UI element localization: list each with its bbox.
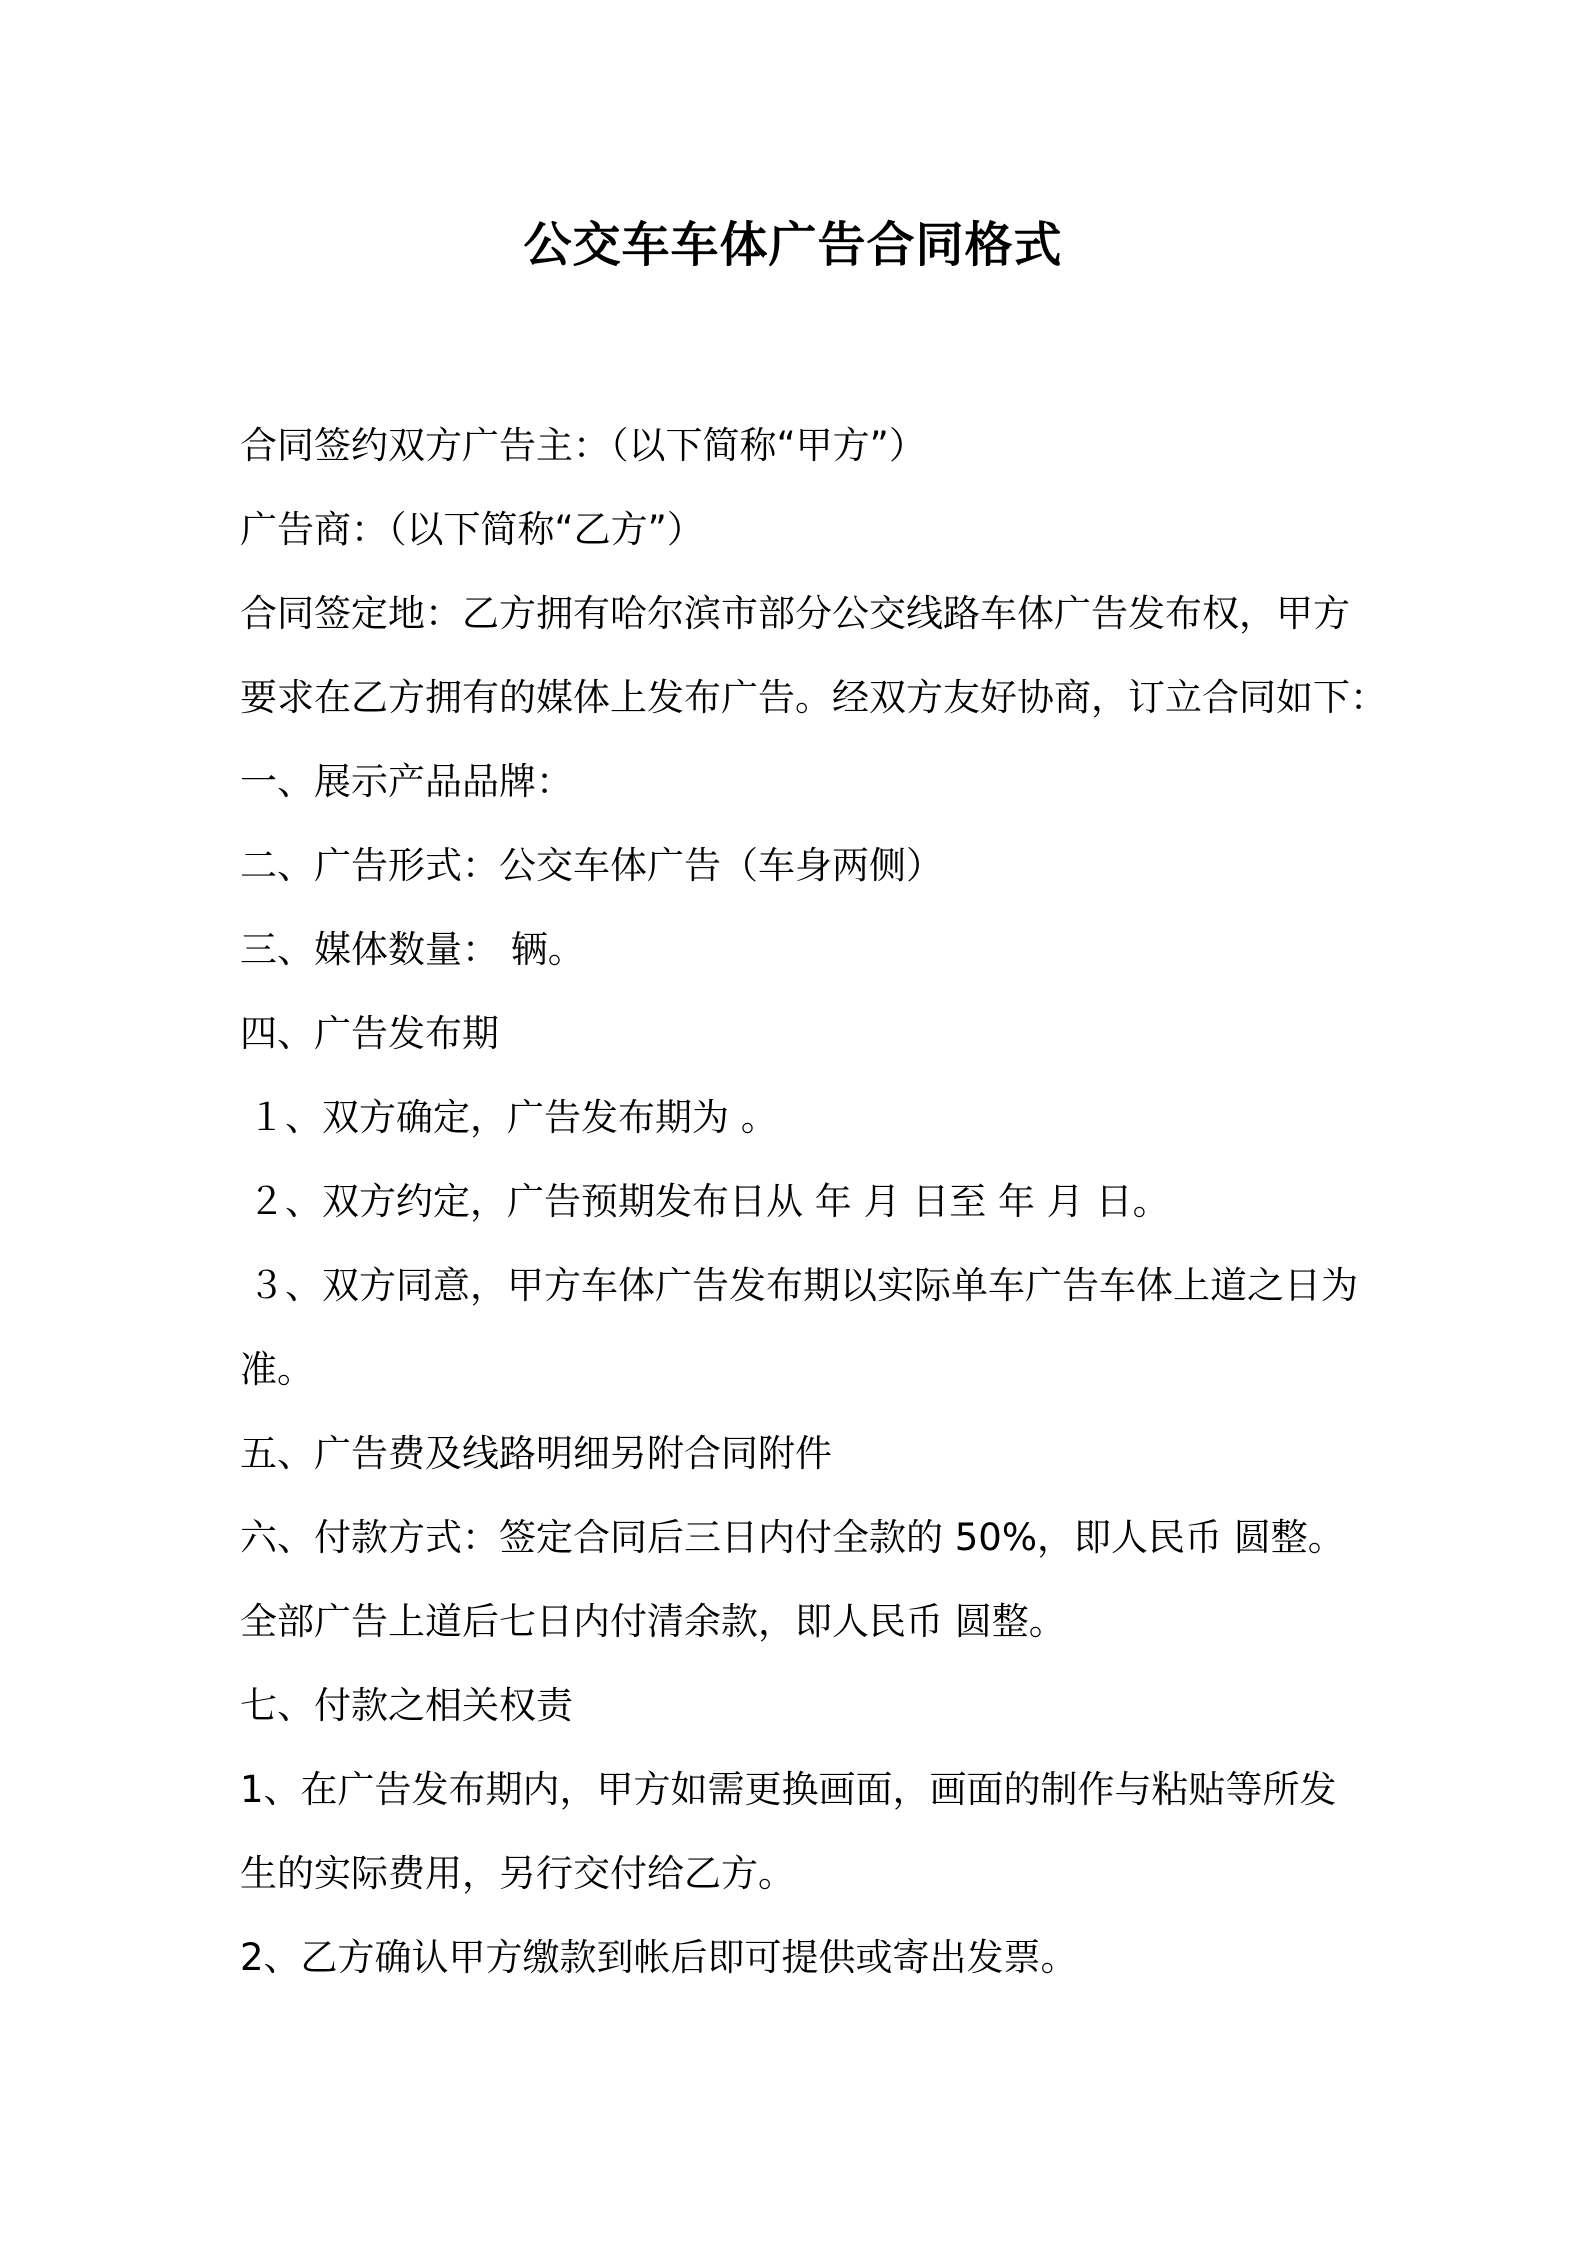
parties-line: 合同签约双方广告主：（以下简称“甲方”） <box>240 424 926 467</box>
clause-1-brand: 一、展示产品品牌： <box>240 760 573 803</box>
clause-2-ad-form: 二、广告形式：公交车体广告（车身两侧） <box>240 844 943 887</box>
clause-6-payment-continued: 全部广告上道后七日内付清余款，即人民币 圆整。 <box>240 1600 1066 1643</box>
signing-place-line: 合同签定地：乙方拥有哈尔滨市部分公交线路车体广告发布权，甲方 <box>240 592 1350 635</box>
clause-7-item-1-continued: 生的实际费用，另行交付给乙方。 <box>240 1852 795 1895</box>
clause-4-publish-period: 四、广告发布期 <box>240 1012 499 1055</box>
signing-place-continued-line: 要求在乙方拥有的媒体上发布广告。经双方友好协商，订立合同如下： <box>240 676 1387 719</box>
clause-4-item-3-continued: 准。 <box>240 1348 314 1391</box>
document-title: 公交车车体广告合同格式 <box>523 217 1063 273</box>
document-body <box>240 404 1387 2000</box>
clause-4-item-3: ３、双方同意，甲方车体广告发布期以实际单车广告车体上道之日为 <box>248 1264 1358 1307</box>
clause-5-fees: 五、广告费及线路明细另附合同附件 <box>240 1432 832 1475</box>
clause-6-payment: 六、付款方式：签定合同后三日内付全款的 50%，即人民币 圆整。 <box>240 1516 1345 1559</box>
clause-7-item-2: 2、乙方确认甲方缴款到帐后即可提供或寄出发票。 <box>240 1936 1078 1979</box>
clause-4-item-2: ２、双方约定，广告预期发布日从 年 月 日至 年 月 日。 <box>248 1180 1170 1223</box>
clause-4-item-1: １、双方确定，广告发布期为 。 <box>248 1096 778 1139</box>
clause-7-item-1: 1、在广告发布期内，甲方如需更换画面，画面的制作与粘贴等所发 <box>240 1768 1337 1811</box>
advertiser-line: 广告商：（以下简称“乙方”） <box>240 508 704 551</box>
clause-3-media-count: 三、媒体数量： 辆。 <box>240 928 585 971</box>
clause-7-payment-rights: 七、付款之相关权责 <box>240 1684 573 1727</box>
